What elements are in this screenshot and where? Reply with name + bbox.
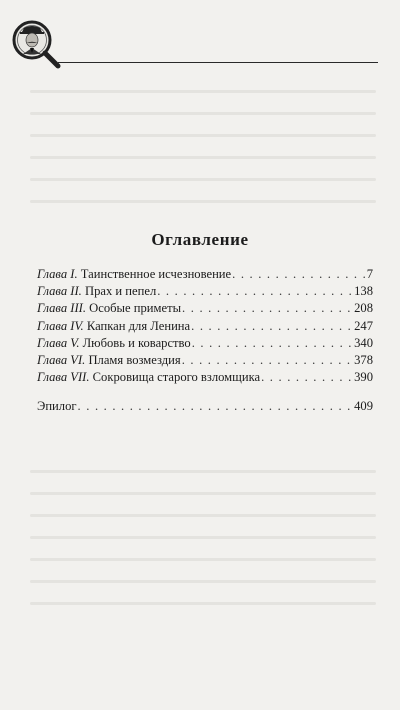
detective-magnifier-icon <box>10 18 62 70</box>
chapter-title: Прах и пепел <box>84 284 157 299</box>
dot-leader <box>182 300 353 317</box>
chapter-prefix: Глава V. <box>37 335 80 350</box>
toc-entry-chapter-5[interactable] <box>37 335 373 352</box>
page-number: 208 <box>354 301 373 316</box>
page-number: 247 <box>354 318 373 333</box>
chapter-title: Капкан для Ленина <box>86 318 191 333</box>
dot-leader <box>192 335 353 352</box>
page-number: 7 <box>366 267 373 281</box>
bleed-through-line <box>30 536 376 539</box>
dot-leader <box>232 266 366 283</box>
bleed-through-line <box>30 156 376 159</box>
page-number: 409 <box>354 399 373 414</box>
dot-leader <box>182 352 353 369</box>
toc-entry-chapter-3[interactable] <box>37 300 373 317</box>
bleed-through-line <box>30 492 376 495</box>
bleed-through-line <box>30 470 376 473</box>
chapter-prefix: Глава II. <box>37 284 82 299</box>
toc-entry-chapter-6[interactable] <box>37 352 373 369</box>
chapter-title: Таинственное исчезновение <box>80 267 232 281</box>
page-number: 138 <box>354 284 373 299</box>
dot-leader <box>261 369 353 386</box>
page-number: 340 <box>354 335 373 350</box>
chapter-title: Сокровища старого взломщика <box>92 370 261 385</box>
bleed-through-line <box>30 178 376 181</box>
chapter-prefix: Глава VI. <box>37 352 86 367</box>
dot-leader <box>191 318 353 335</box>
bleed-through-line <box>30 90 376 93</box>
bleed-through-line <box>30 200 376 203</box>
epilog-title: Эпилог <box>37 399 77 414</box>
bleed-through-line <box>30 558 376 561</box>
dot-leader <box>78 398 354 415</box>
dot-leader <box>157 283 353 300</box>
chapter-prefix: Глава IV. <box>37 318 84 333</box>
toc-entry-chapter-2[interactable] <box>37 283 373 300</box>
chapter-prefix: Глава VII. <box>37 370 90 385</box>
toc-entry-chapter-7[interactable] <box>37 369 373 386</box>
page-number: 378 <box>354 352 373 367</box>
chapter-title: Особые приметы <box>89 301 182 316</box>
chapter-title: Пламя возмездия <box>88 352 181 367</box>
bleed-through-line <box>30 602 376 605</box>
page-number: 390 <box>354 370 373 385</box>
header-rule <box>58 62 378 63</box>
table-of-contents <box>37 266 373 416</box>
toc-entry-chapter-4[interactable] <box>37 318 373 335</box>
bleed-through-line <box>30 580 376 583</box>
bleed-through-line <box>30 112 376 115</box>
chapter-title: Любовь и коварство <box>82 335 191 350</box>
chapter-prefix: Глава III. <box>37 301 86 316</box>
bleed-through-line <box>30 514 376 517</box>
toc-title: Оглавление <box>151 230 249 249</box>
toc-entry-chapter-1[interactable] <box>37 266 373 283</box>
toc-entry-epilog[interactable] <box>37 398 373 415</box>
chapter-prefix: Глава I. <box>37 267 78 281</box>
bleed-through-line <box>30 134 376 137</box>
